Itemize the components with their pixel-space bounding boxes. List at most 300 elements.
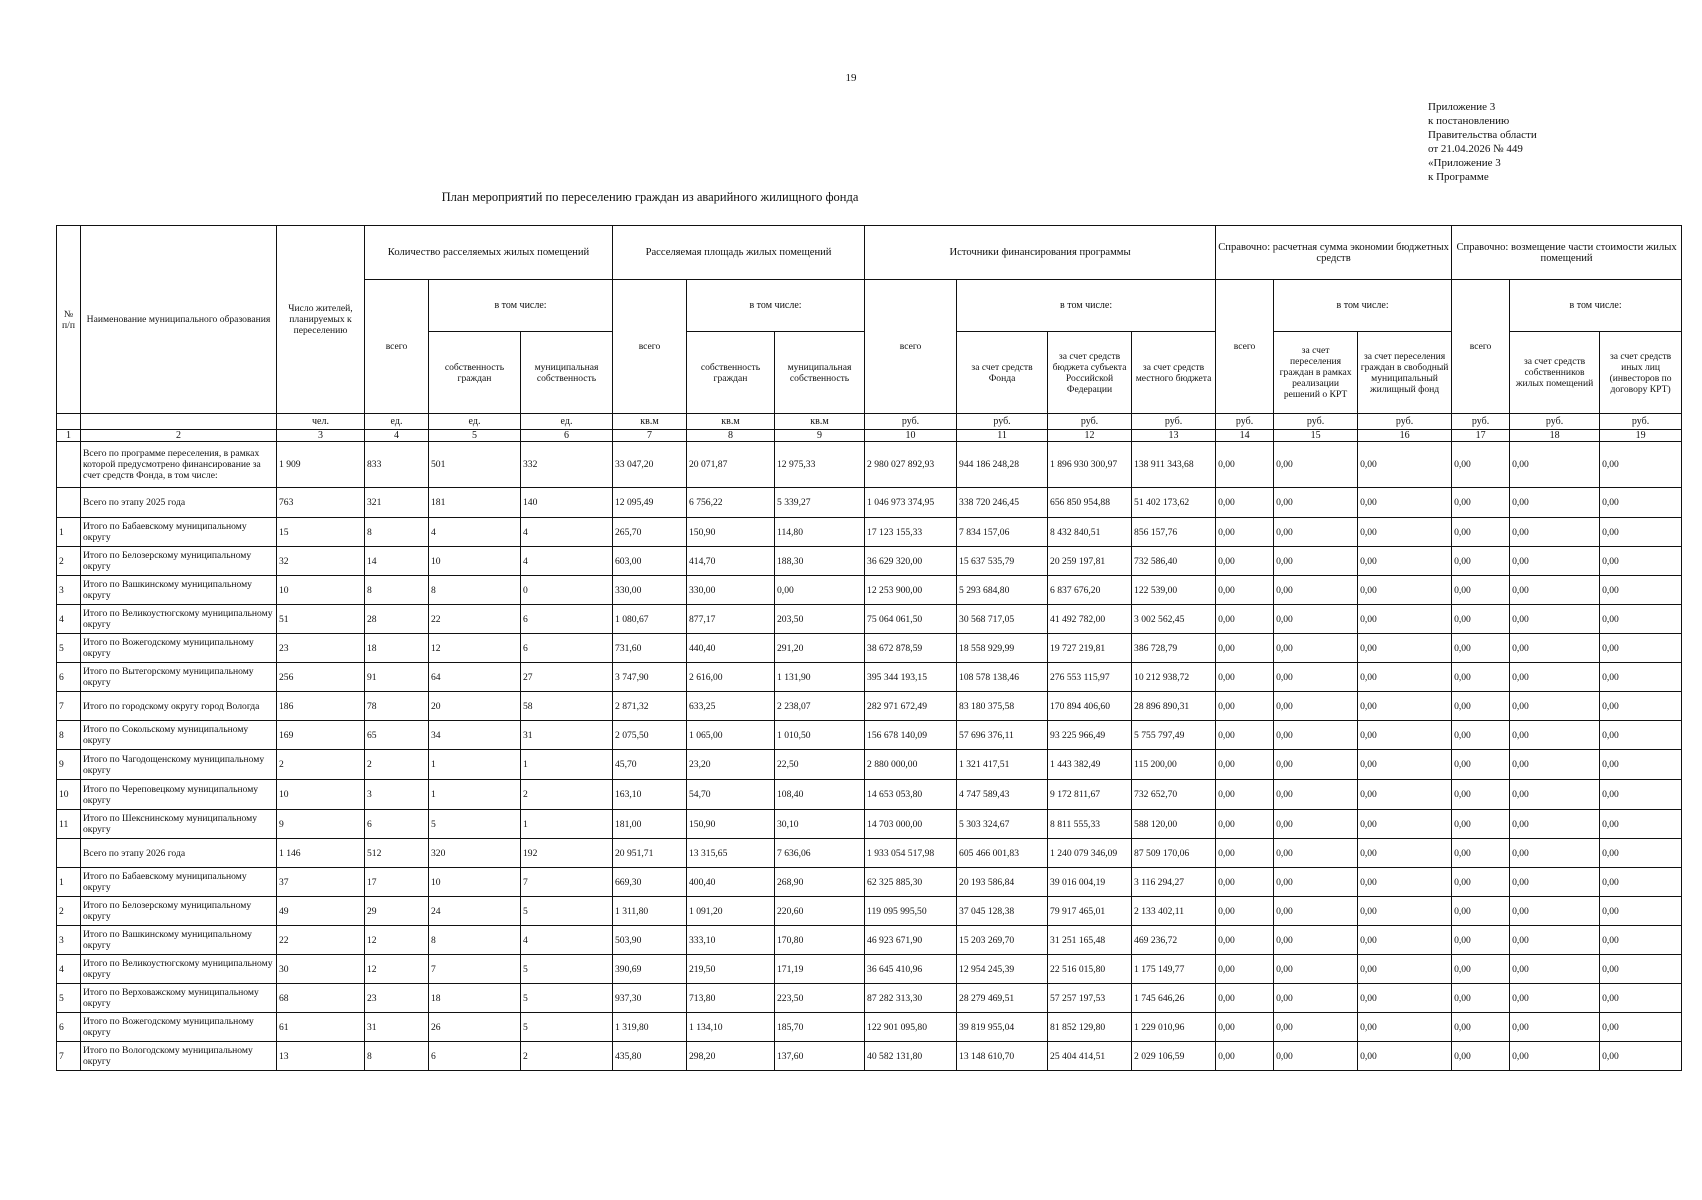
header-comp-total: всего [1452,280,1510,414]
units-row [57,414,1682,430]
column-number: 6 [521,430,613,442]
value-cell: 1 [429,780,521,810]
unit-cell: руб. [1048,414,1132,430]
column-number: 7 [613,430,687,442]
value-cell: 0,00 [1510,442,1600,488]
value-cell: 0,00 [1216,547,1274,576]
value-cell: 669,30 [613,868,687,897]
value-cell: 0,00 [1274,926,1358,955]
value-cell: 0,00 [1510,1013,1600,1042]
units-blank [81,414,277,430]
value-cell: 5 [521,984,613,1013]
value-cell: 28 [365,605,429,634]
appendix-line: «Приложение 3 [1428,157,1501,169]
value-cell: 8 [429,576,521,605]
value-cell: 435,80 [613,1042,687,1071]
header-rooms-group: Количество расселяемых жилых помещений [365,226,613,280]
value-cell: 321 [365,488,429,518]
value-cell: 0,00 [1600,750,1682,780]
column-number: 14 [1216,430,1274,442]
value-cell: 22,50 [775,750,865,780]
header-financing-group: Источники финансирования программы [865,226,1216,280]
value-cell: 93 225 966,49 [1048,721,1132,750]
value-cell: 0,00 [1274,897,1358,926]
municipality-name: Итого по Шекснинскому муниципальному округу [81,810,277,839]
value-cell: 0,00 [1216,442,1274,488]
header-in-that: в том числе: [957,280,1216,332]
value-cell: 5 [521,897,613,926]
value-cell: 20 [429,692,521,721]
value-cell: 10 [429,868,521,897]
value-cell: 36 629 320,00 [865,547,957,576]
row-number: 8 [57,721,81,750]
value-cell: 3 747,90 [613,663,687,692]
value-cell: 763 [277,488,365,518]
table-row [57,926,1682,955]
column-number: 10 [865,430,957,442]
value-cell: 0,00 [1216,810,1274,839]
value-cell: 731,60 [613,634,687,663]
row-number [57,442,81,488]
value-cell: 0,00 [1452,955,1510,984]
value-cell: 333,10 [687,926,775,955]
row-number: 6 [57,1013,81,1042]
value-cell: 8 [365,1042,429,1071]
value-cell: 0,00 [1358,955,1452,984]
value-cell: 15 [277,518,365,547]
value-cell: 400,40 [687,868,775,897]
column-number: 18 [1510,430,1600,442]
value-cell: 26 [429,1013,521,1042]
value-cell: 0,00 [1274,810,1358,839]
value-cell: 0,00 [1274,518,1358,547]
value-cell: 856 157,76 [1132,518,1216,547]
municipality-name: Итого по Вожегодскому муниципальному округу [81,634,277,663]
value-cell: 0,00 [1358,663,1452,692]
header-municipal: муниципальная собственность [775,332,865,414]
value-cell: 119 095 995,50 [865,897,957,926]
value-cell: 0,00 [1600,692,1682,721]
value-cell: 2 [521,1042,613,1071]
value-cell: 2 980 027 892,93 [865,442,957,488]
municipality-name: Всего по программе переселения, в рамках которой предусмотрено финансирование за счет средств Фонда, в том числе: [81,442,277,488]
value-cell: 5 [521,955,613,984]
value-cell: 37 045 128,38 [957,897,1048,926]
value-cell: 3 002 562,45 [1132,605,1216,634]
header-area-group: Расселяемая площадь жилых помещений [613,226,865,280]
value-cell: 0,00 [1510,984,1600,1013]
page-number: 19 [845,72,857,84]
table-row [57,605,1682,634]
unit-cell: руб. [1216,414,1274,430]
value-cell: 0,00 [1274,955,1358,984]
value-cell: 37 [277,868,365,897]
value-cell: 0,00 [1452,1042,1510,1071]
value-cell: 4 747 589,43 [957,780,1048,810]
units-blank [57,414,81,430]
value-cell: 0,00 [1452,926,1510,955]
column-number: 19 [1600,430,1682,442]
value-cell: 503,90 [613,926,687,955]
municipality-name: Итого по Бабаевскому муниципальному округу [81,518,277,547]
value-cell: 0,00 [1274,547,1358,576]
value-cell: 6 [521,605,613,634]
value-cell: 877,17 [687,605,775,634]
value-cell: 1 131,90 [775,663,865,692]
value-cell: 12 [365,955,429,984]
value-cell: 0,00 [1510,750,1600,780]
value-cell: 0,00 [1216,984,1274,1013]
value-cell: 115 200,00 [1132,750,1216,780]
value-cell: 0,00 [1600,721,1682,750]
value-cell: 0,00 [1274,576,1358,605]
value-cell: 36 645 410,96 [865,955,957,984]
value-cell: 2 133 402,11 [1132,897,1216,926]
value-cell: 0,00 [1274,750,1358,780]
value-cell: 15 203 269,70 [957,926,1048,955]
value-cell: 633,25 [687,692,775,721]
value-cell: 1 909 [277,442,365,488]
value-cell: 20 193 586,84 [957,868,1048,897]
value-cell: 223,50 [775,984,865,1013]
value-cell: 78 [365,692,429,721]
value-cell: 390,69 [613,955,687,984]
header-in-that: в том числе: [429,280,613,332]
row-number: 1 [57,868,81,897]
value-cell: 0,00 [1452,750,1510,780]
value-cell: 291,20 [775,634,865,663]
value-cell: 1 146 [277,839,365,868]
value-cell: 68 [277,984,365,1013]
municipality-name: Итого по Великоустюгскому муниципальному округу [81,955,277,984]
table-row [57,780,1682,810]
value-cell: 0,00 [1274,605,1358,634]
value-cell: 7 834 157,06 [957,518,1048,547]
value-cell: 8 432 840,51 [1048,518,1132,547]
table-row [57,1042,1682,1071]
value-cell: 150,90 [687,810,775,839]
value-cell: 512 [365,839,429,868]
row-number: 4 [57,605,81,634]
value-cell: 0,00 [1452,605,1510,634]
value-cell: 7 636,06 [775,839,865,868]
value-cell: 6 837 676,20 [1048,576,1132,605]
value-cell: 39 016 004,19 [1048,868,1132,897]
unit-cell: руб. [1358,414,1452,430]
value-cell: 0,00 [1358,547,1452,576]
appendix-line: к Программе [1428,171,1489,183]
value-cell: 0,00 [1510,663,1600,692]
value-cell: 0,00 [1452,839,1510,868]
value-cell: 0,00 [1358,442,1452,488]
value-cell: 1 443 382,49 [1048,750,1132,780]
value-cell: 0,00 [1358,634,1452,663]
value-cell: 58 [521,692,613,721]
value-cell: 0,00 [1452,547,1510,576]
value-cell: 0,00 [1274,442,1358,488]
value-cell: 169 [277,721,365,750]
value-cell: 0,00 [1358,897,1452,926]
value-cell: 17 [365,868,429,897]
value-cell: 0,00 [1510,780,1600,810]
value-cell: 20 259 197,81 [1048,547,1132,576]
value-cell: 1 321 417,51 [957,750,1048,780]
value-cell: 54,70 [687,780,775,810]
header-econ-total: всего [1216,280,1274,414]
value-cell: 13 [277,1042,365,1071]
value-cell: 298,20 [687,1042,775,1071]
value-cell: 14 703 000,00 [865,810,957,839]
value-cell: 0,00 [1216,868,1274,897]
table-row [57,442,1682,488]
value-cell: 0,00 [1452,576,1510,605]
value-cell: 0,00 [1216,839,1274,868]
value-cell: 0,00 [1274,1013,1358,1042]
value-cell: 4 [521,547,613,576]
value-cell: 0,00 [1358,1042,1452,1071]
value-cell: 81 852 129,80 [1048,1013,1132,1042]
value-cell: 0,00 [1510,488,1600,518]
table-row [57,692,1682,721]
value-cell: 18 [365,634,429,663]
value-cell: 256 [277,663,365,692]
value-cell: 23 [277,634,365,663]
value-cell: 29 [365,897,429,926]
appendix-line: Правительства области [1428,129,1537,141]
value-cell: 150,90 [687,518,775,547]
value-cell: 24 [429,897,521,926]
value-cell: 13 148 610,70 [957,1042,1048,1071]
value-cell: 203,50 [775,605,865,634]
row-number: 11 [57,810,81,839]
value-cell: 8 [429,926,521,955]
unit-cell: руб. [1600,414,1682,430]
row-number: 2 [57,897,81,926]
value-cell: 1 319,80 [613,1013,687,1042]
value-cell: 0,00 [1358,750,1452,780]
unit-cell: кв.м [613,414,687,430]
value-cell: 10 [277,576,365,605]
value-cell: 0,00 [1452,1013,1510,1042]
header-rooms-total: всего [365,280,429,414]
value-cell: 7 [429,955,521,984]
value-cell: 12 253 900,00 [865,576,957,605]
table-row [57,750,1682,780]
unit-cell: руб. [1132,414,1216,430]
value-cell: 5 755 797,49 [1132,721,1216,750]
value-cell: 220,60 [775,897,865,926]
value-cell: 0,00 [1216,488,1274,518]
value-cell: 75 064 061,50 [865,605,957,634]
value-cell: 1 311,80 [613,897,687,926]
value-cell: 32 [277,547,365,576]
table-row [57,518,1682,547]
value-cell: 0,00 [1600,634,1682,663]
value-cell: 1 065,00 [687,721,775,750]
row-number: 2 [57,547,81,576]
value-cell: 137,60 [775,1042,865,1071]
value-cell: 1 229 010,96 [1132,1013,1216,1042]
header-name: Наименование муниципального образования [81,226,277,414]
table-body [57,442,1682,1071]
unit-cell: ед. [429,414,521,430]
table-row [57,576,1682,605]
municipality-name: Итого по Бабаевскому муниципальному округу [81,868,277,897]
value-cell: 0,00 [1600,897,1682,926]
value-cell: 1 [521,750,613,780]
value-cell: 14 653 053,80 [865,780,957,810]
value-cell: 0,00 [1216,605,1274,634]
value-cell: 219,50 [687,955,775,984]
value-cell: 440,40 [687,634,775,663]
value-cell: 332 [521,442,613,488]
unit-cell: чел. [277,414,365,430]
header-fin-total: всего [865,280,957,414]
unit-cell: руб. [1274,414,1358,430]
value-cell: 0,00 [1274,634,1358,663]
value-cell: 0,00 [1600,547,1682,576]
value-cell: 944 186 248,28 [957,442,1048,488]
row-number: 3 [57,576,81,605]
municipality-name: Всего по этапу 2025 года [81,488,277,518]
value-cell: 2 075,50 [613,721,687,750]
value-cell: 0,00 [1274,780,1358,810]
value-cell: 0 [521,576,613,605]
value-cell: 0,00 [1216,926,1274,955]
header-fund: за счет средств Фонда [957,332,1048,414]
value-cell: 33 047,20 [613,442,687,488]
value-cell: 0,00 [1510,810,1600,839]
value-cell: 156 678 140,09 [865,721,957,750]
value-cell: 1 933 054 517,98 [865,839,957,868]
header-municipal: муниципальная собственность [521,332,613,414]
header-local-budget: за счет средств местного бюджета [1132,332,1216,414]
value-cell: 163,10 [613,780,687,810]
value-cell: 0,00 [1600,518,1682,547]
value-cell: 138 911 343,68 [1132,442,1216,488]
table-row [57,663,1682,692]
value-cell: 0,00 [1274,488,1358,518]
value-cell: 330,00 [687,576,775,605]
value-cell: 2 029 106,59 [1132,1042,1216,1071]
value-cell: 192 [521,839,613,868]
value-cell: 6 [429,1042,521,1071]
header-in-that: в том числе: [1274,280,1452,332]
value-cell: 0,00 [1452,442,1510,488]
header-in-that: в том числе: [687,280,865,332]
unit-cell: руб. [957,414,1048,430]
column-number: 2 [81,430,277,442]
value-cell: 1 080,67 [613,605,687,634]
column-number: 1 [57,430,81,442]
value-cell: 0,00 [1358,984,1452,1013]
unit-cell: кв.м [687,414,775,430]
value-cell: 0,00 [1600,1042,1682,1071]
value-cell: 1 175 149,77 [1132,955,1216,984]
value-cell: 0,00 [1274,868,1358,897]
row-number: 1 [57,518,81,547]
value-cell: 0,00 [1510,897,1600,926]
value-cell: 3 [365,780,429,810]
row-number: 6 [57,663,81,692]
value-cell: 0,00 [1510,576,1600,605]
value-cell: 0,00 [1510,868,1600,897]
value-cell: 0,00 [1452,984,1510,1013]
value-cell: 122 539,00 [1132,576,1216,605]
value-cell: 108,40 [775,780,865,810]
value-cell: 0,00 [1358,868,1452,897]
value-cell: 4 [521,926,613,955]
value-cell: 0,00 [1216,955,1274,984]
value-cell: 0,00 [1216,721,1274,750]
row-number [57,839,81,868]
value-cell: 10 [429,547,521,576]
value-cell: 0,00 [775,576,865,605]
value-cell: 20 951,71 [613,839,687,868]
value-cell: 0,00 [1600,605,1682,634]
value-cell: 2 238,07 [775,692,865,721]
value-cell: 0,00 [1510,721,1600,750]
value-cell: 0,00 [1600,442,1682,488]
value-cell: 414,70 [687,547,775,576]
column-number: 17 [1452,430,1510,442]
municipality-name: Итого по Белозерскому муниципальному округу [81,897,277,926]
value-cell: 114,80 [775,518,865,547]
value-cell: 0,00 [1452,868,1510,897]
row-number: 9 [57,750,81,780]
unit-cell: ед. [521,414,613,430]
header-compensation-group: Справочно: возмещение части стоимости жилых помещений [1452,226,1682,280]
municipality-name: Итого по Вожегодскому муниципальному округу [81,1013,277,1042]
value-cell: 14 [365,547,429,576]
value-cell: 25 404 414,51 [1048,1042,1132,1071]
value-cell: 6 756,22 [687,488,775,518]
column-number: 16 [1358,430,1452,442]
value-cell: 30 568 717,05 [957,605,1048,634]
value-cell: 23 [365,984,429,1013]
value-cell: 140 [521,488,613,518]
value-cell: 0,00 [1274,692,1358,721]
value-cell: 61 [277,1013,365,1042]
value-cell: 0,00 [1600,955,1682,984]
row-number: 3 [57,926,81,955]
value-cell: 0,00 [1358,926,1452,955]
value-cell: 1 046 973 374,95 [865,488,957,518]
value-cell: 12 975,33 [775,442,865,488]
table-row [57,721,1682,750]
value-cell: 62 325 885,30 [865,868,957,897]
column-number: 11 [957,430,1048,442]
header-residents: Число жителей, планируемых к переселению [277,226,365,414]
municipality-name: Итого по Вашкинскому муниципальному округу [81,576,277,605]
table-row [57,634,1682,663]
value-cell: 0,00 [1452,692,1510,721]
value-cell: 22 516 015,80 [1048,955,1132,984]
value-cell: 87 282 313,30 [865,984,957,1013]
value-cell: 12 [365,926,429,955]
value-cell: 91 [365,663,429,692]
value-cell: 5 339,27 [775,488,865,518]
unit-cell: руб. [865,414,957,430]
municipality-name: Итого по Сокольскому муниципальному округу [81,721,277,750]
value-cell: 0,00 [1358,518,1452,547]
value-cell: 51 [277,605,365,634]
value-cell: 65 [365,721,429,750]
value-cell: 181 [429,488,521,518]
value-cell: 0,00 [1216,780,1274,810]
value-cell: 1 010,50 [775,721,865,750]
municipality-name: Итого по Вашкинскому муниципальному округу [81,926,277,955]
